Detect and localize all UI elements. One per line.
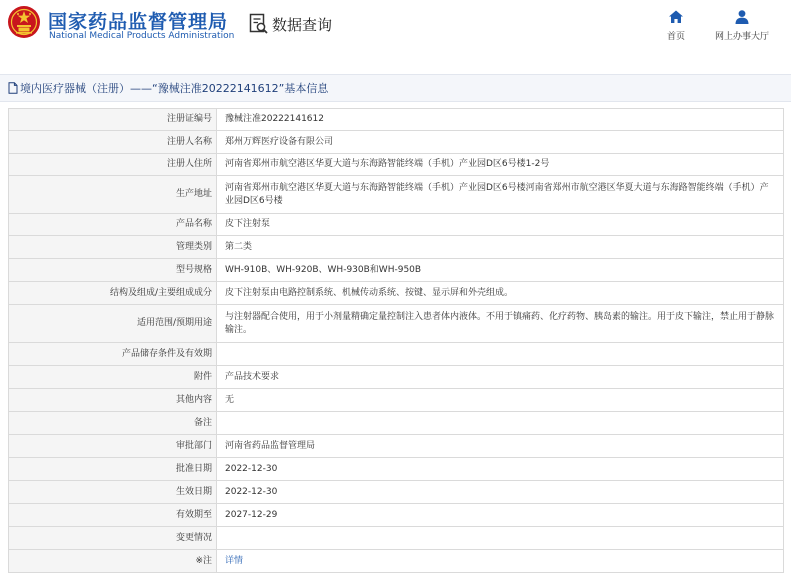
header-spacer	[0, 52, 791, 74]
nav-home[interactable]	[662, 9, 690, 42]
row-label: 附件	[9, 366, 217, 389]
table-row	[9, 109, 784, 131]
table-row	[9, 458, 784, 481]
row-value	[217, 412, 784, 435]
row-label: 结构及组成/主要组成成分	[9, 282, 217, 305]
table-row	[9, 214, 784, 236]
row-label: 批准日期	[9, 458, 217, 481]
table-row	[9, 343, 784, 366]
table-row	[9, 527, 784, 550]
row-value: 皮下注射泵由电路控制系统、机械传动系统、按键、显示屏和外壳组成。	[217, 282, 784, 305]
table-row	[9, 236, 784, 259]
row-label: 注册人住所	[9, 154, 217, 176]
details-link[interactable]: 详情	[225, 555, 244, 566]
table-row	[9, 259, 784, 282]
row-label: ※注	[9, 550, 217, 573]
row-value: 第二类	[217, 236, 784, 259]
page-title-bar	[0, 74, 791, 102]
table-row	[9, 154, 784, 176]
table-row	[9, 176, 784, 214]
table-row	[9, 389, 784, 412]
nav-home-label: 首页	[666, 32, 685, 42]
row-value: 郑州万辉医疗设备有限公司	[217, 131, 784, 154]
row-value: 豫械注准20222141612	[217, 109, 784, 131]
nav-online-hall[interactable]	[711, 9, 773, 42]
data-query-label: 数据查询	[272, 15, 333, 34]
document-icon	[8, 82, 18, 94]
row-label: 备注	[9, 412, 217, 435]
detail-panel	[8, 108, 784, 585]
row-value: 无	[217, 389, 784, 412]
row-label: 有效期至	[9, 504, 217, 527]
row-value: 2022-12-30	[217, 458, 784, 481]
data-query-link[interactable]	[249, 12, 332, 36]
row-label: 注册证编号	[9, 109, 217, 131]
table-row	[9, 435, 784, 458]
site-title[interactable]: 国家药品监督管理局	[48, 11, 229, 33]
site-header	[0, 0, 791, 52]
page-title: 境内医疗器械（注册）——“豫械注准20222141612”基本信息	[20, 82, 329, 95]
row-value	[217, 343, 784, 366]
home-icon	[668, 9, 684, 25]
row-label: 审批部门	[9, 435, 217, 458]
row-value: WH-910B、WH-920B、WH-930B和WH-950B	[217, 259, 784, 282]
row-label: 型号规格	[9, 259, 217, 282]
table-row	[9, 481, 784, 504]
row-value: 产品技术要求	[217, 366, 784, 389]
row-value	[217, 550, 784, 573]
row-label: 生效日期	[9, 481, 217, 504]
row-label: 产品储存条件及有效期	[9, 343, 217, 366]
row-label: 管理类别	[9, 236, 217, 259]
document-search-icon	[249, 13, 269, 35]
table-row	[9, 131, 784, 154]
row-value: 河南省郑州市航空港区华夏大道与东海路智能终端（手机）产业园D区6号楼1-2号	[217, 154, 784, 176]
row-value: 皮下注射泵	[217, 214, 784, 236]
table-row	[9, 366, 784, 389]
detail-table	[8, 108, 784, 573]
row-value: 河南省药品监督管理局	[217, 435, 784, 458]
nav-online-hall-label: 网上办事大厅	[714, 32, 769, 42]
row-label: 生产地址	[9, 176, 217, 214]
table-row	[9, 412, 784, 435]
table-row	[9, 550, 784, 573]
national-emblem-icon	[7, 5, 41, 39]
table-row	[9, 305, 784, 343]
row-label: 产品名称	[9, 214, 217, 236]
row-label: 其他内容	[9, 389, 217, 412]
site-title-en[interactable]: National Medical Products Administration	[49, 31, 235, 41]
row-value: 与注射器配合使用，用于小剂量精确定量控制注入患者体内液体。不用于镇痛药、化疗药物、胰岛素的输注。用于皮下输注，禁止用于静脉输注。	[217, 305, 784, 343]
table-row	[9, 282, 784, 305]
row-value	[217, 527, 784, 550]
row-value: 2027-12-29	[217, 504, 784, 527]
row-label: 变更情况	[9, 527, 217, 550]
user-icon	[734, 9, 750, 25]
row-value: 2022-12-30	[217, 481, 784, 504]
row-label: 适用范围/预期用途	[9, 305, 217, 343]
row-label: 注册人名称	[9, 131, 217, 154]
table-row	[9, 504, 784, 527]
row-value: 河南省郑州市航空港区华夏大道与东海路智能终端（手机）产业园D区6号楼河南省郑州市航空港区华夏大道与东海路智能终端（手机）产业园D区6号楼	[217, 176, 784, 214]
